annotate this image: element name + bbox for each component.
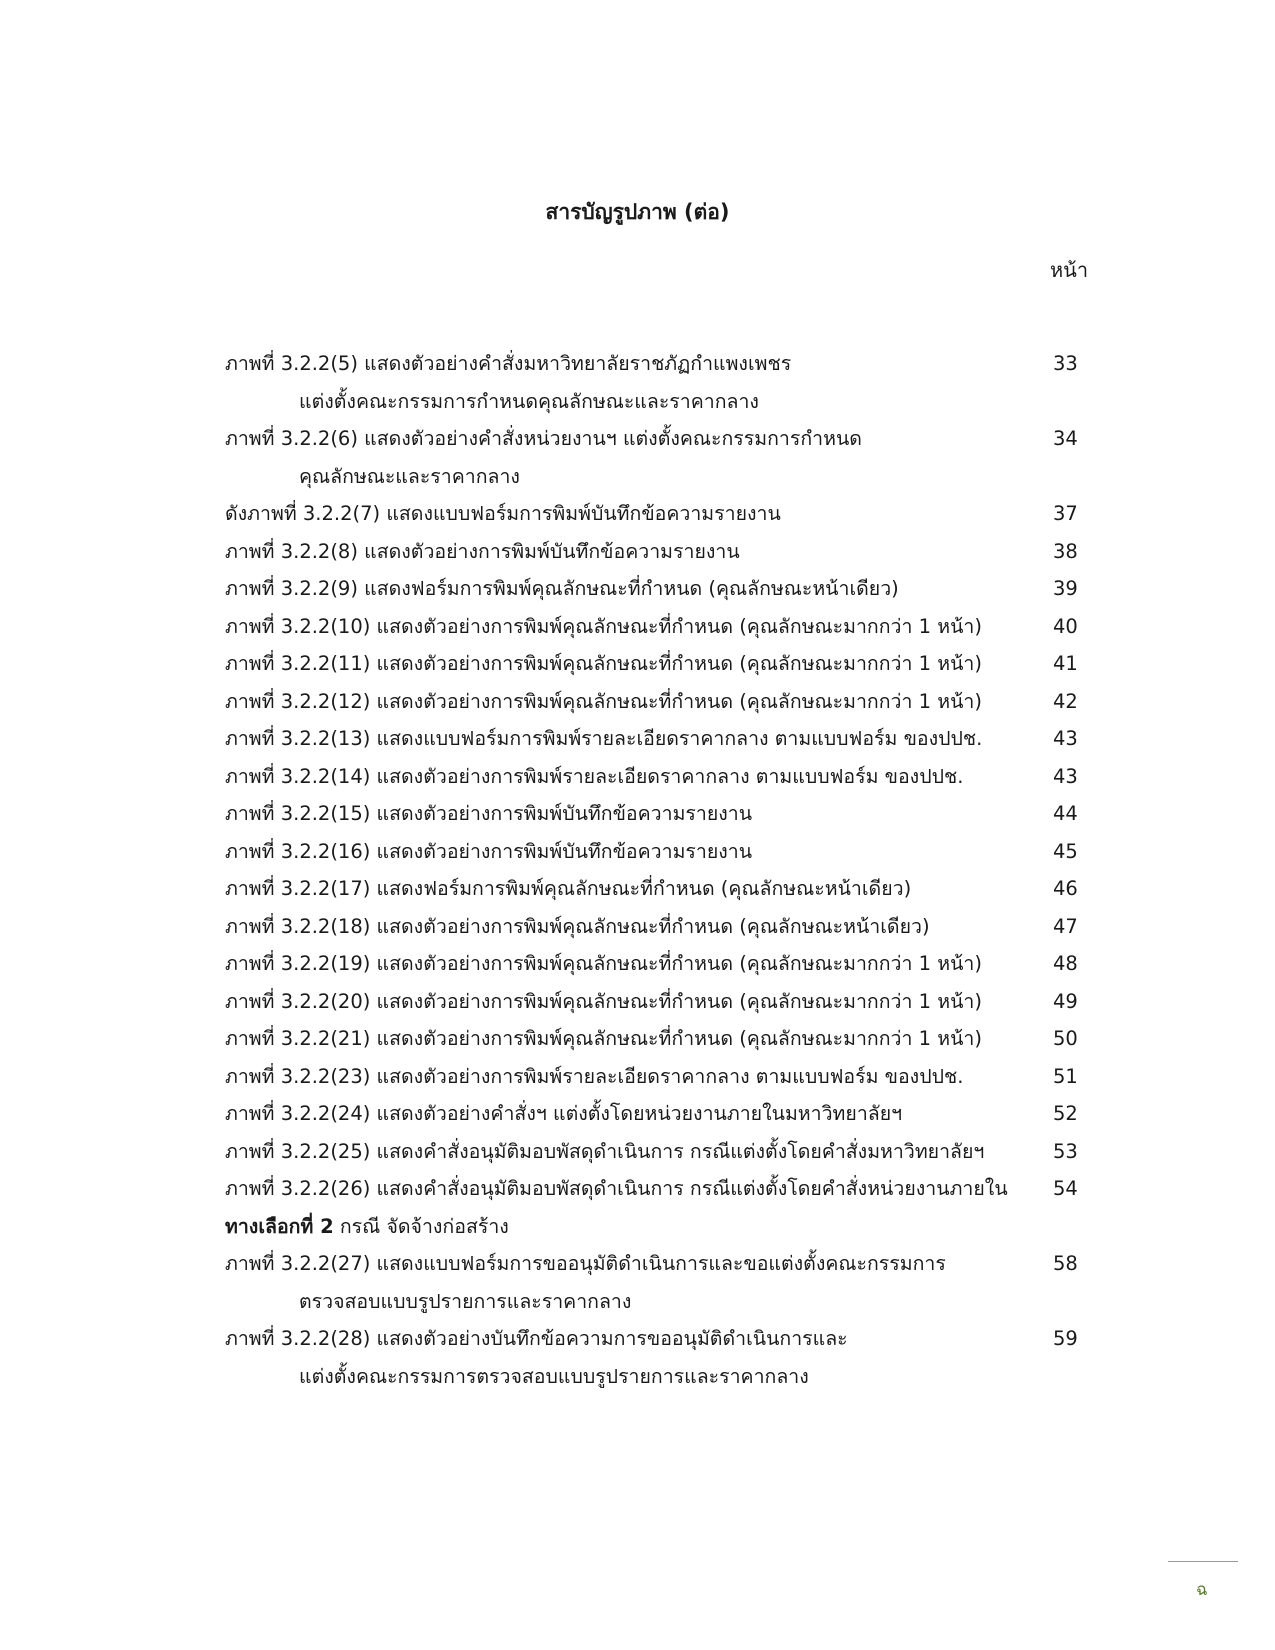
entry-text: ภาพที่ 3.2.2(19) แสดงตัวอย่างการพิมพ์คุณลักษณะที่กำหนด (คุณลักษณะมากกว่า 1 หน้า): [225, 952, 982, 975]
entry-text: ภาพที่ 3.2.2(12) แสดงตัวอย่างการพิมพ์คุณลักษณะที่กำหนด (คุณลักษณะมากกว่า 1 หน้า): [225, 689, 982, 713]
entry-page: 49: [1053, 989, 1078, 1013]
toc-entry: [225, 1133, 1078, 1171]
entry-page: 43: [1053, 727, 1078, 750]
entry-text: ภาพที่ 3.2.2(14) แสดงตัวอย่างการพิมพ์รายละเอียดราคากลาง ตามแบบฟอร์ม ของปปช.: [225, 764, 964, 788]
page-title: สารบัญรูปภาพ (ต่อ): [545, 200, 730, 224]
entry-page: 40: [1053, 614, 1078, 638]
page-column-label: หน้า: [1050, 258, 1089, 282]
toc-entry: [225, 1095, 1078, 1133]
toc-entry: [225, 420, 1078, 458]
toc-entry: [225, 945, 1078, 983]
entry-text: ตรวจสอบแบบรูปรายการและราคากลาง: [299, 1289, 632, 1313]
entry-text: ภาพที่ 3.2.2(16) แสดงตัวอย่างการพิมพ์บันทึกข้อความรายงาน: [225, 839, 753, 863]
figure-list: [225, 345, 1078, 1395]
entry-page: 34: [1053, 427, 1078, 450]
toc-entry: [225, 1245, 1078, 1283]
entry-text: ภาพที่ 3.2.2(20) แสดงตัวอย่างการพิมพ์คุณลักษณะที่กำหนด (คุณลักษณะมากกว่า 1 หน้า): [225, 989, 982, 1013]
entry-page: 48: [1053, 952, 1078, 975]
toc-entry: [225, 1170, 1078, 1208]
toc-entry: [225, 1020, 1078, 1058]
toc-section-heading: [225, 1208, 1075, 1246]
entry-text: ภาพที่ 3.2.2(18) แสดงตัวอย่างการพิมพ์คุณลักษณะที่กำหนด (คุณลักษณะหน้าเดียว): [225, 914, 930, 938]
entry-text: ภาพที่ 3.2.2(6) แสดงตัวอย่างคำสั่งหน่วยงานฯ แต่งตั้งคณะกรรมการกำหนด: [225, 427, 862, 450]
entry-text: ภาพที่ 3.2.2(13) แสดงแบบฟอร์มการพิมพ์รายละเอียดราคากลาง ตามแบบฟอร์ม ของปปช.: [225, 727, 983, 750]
toc-entry: [225, 720, 1078, 758]
entry-page: 51: [1053, 1064, 1078, 1088]
entry-page: 42: [1053, 689, 1078, 713]
entry-text: ภาพที่ 3.2.2(21) แสดงตัวอย่างการพิมพ์คุณลักษณะที่กำหนด (คุณลักษณะมากกว่า 1 หน้า): [225, 1027, 982, 1050]
toc-entry: [225, 1058, 1078, 1096]
entry-text: ภาพที่ 3.2.2(11) แสดงตัวอย่างการพิมพ์คุณลักษณะที่กำหนด (คุณลักษณะมากกว่า 1 หน้า): [225, 652, 982, 675]
entry-text: ภาพที่ 3.2.2(25) แสดงคำสั่งอนุมัติมอบพัสดุดำเนินการ กรณีแต่งตั้งโดยคำสั่งมหาวิทยาลัยฯ: [225, 1139, 985, 1163]
toc-entry: [225, 495, 1078, 533]
entry-page: 43: [1053, 764, 1078, 788]
entry-page: 53: [1053, 1139, 1078, 1163]
footer-page-number: ฉ: [1196, 1580, 1208, 1600]
entry-text: ภาพที่ 3.2.2(26) แสดงคำสั่งอนุมัติมอบพัสดุดำเนินการ กรณีแต่งตั้งโดยคำสั่งหน่วยงานภายใน: [225, 1177, 1008, 1200]
entry-text: ภาพที่ 3.2.2(5) แสดงตัวอย่างคำสั่งมหาวิทยาลัยราชภัฏกำแพงเพชร: [225, 352, 792, 375]
toc-entry: [225, 870, 1078, 908]
entry-page: 37: [1053, 502, 1078, 525]
entry-page: 50: [1053, 1027, 1078, 1050]
entry-text: แต่งตั้งคณะกรรมการตรวจสอบแบบรูปรายการและราคากลาง: [299, 1364, 809, 1388]
entry-text: คุณลักษณะและราคากลาง: [299, 464, 520, 488]
toc-entry-continuation: [225, 1358, 1075, 1396]
entry-text: ดังภาพที่ 3.2.2(7) แสดงแบบฟอร์มการพิมพ์บันทึกข้อความรายงาน: [225, 502, 781, 525]
toc-entry: [225, 833, 1078, 871]
entry-text: ภาพที่ 3.2.2(15) แสดงตัวอย่างการพิมพ์บันทึกข้อความรายงาน: [225, 802, 753, 825]
toc-entry: [225, 345, 1078, 383]
entry-page: 58: [1053, 1252, 1078, 1275]
toc-entry: [225, 758, 1078, 796]
entry-text: ภาพที่ 3.2.2(24) แสดงตัวอย่างคำสั่งฯ แต่งตั้งโดยหน่วยงานภายในมหาวิทยาลัยฯ: [225, 1102, 903, 1125]
section-lead: ทางเลือกที่ 2: [225, 1214, 334, 1238]
toc-entry-continuation: [225, 458, 1075, 496]
entry-page: 59: [1053, 1327, 1078, 1350]
entry-page: 33: [1053, 352, 1078, 375]
toc-entry: [225, 908, 1078, 946]
entry-text: ภาพที่ 3.2.2(10) แสดงตัวอย่างการพิมพ์คุณลักษณะที่กำหนด (คุณลักษณะมากกว่า 1 หน้า): [225, 614, 982, 638]
entry-page: 52: [1053, 1102, 1078, 1125]
entry-page: 39: [1053, 577, 1078, 600]
entry-text: ภาพที่ 3.2.2(28) แสดงตัวอย่างบันทึกข้อความการขออนุมัติดำเนินการและ: [225, 1327, 848, 1350]
toc-entry: [225, 533, 1078, 571]
entry-page: 41: [1053, 652, 1078, 675]
entry-text: ภาพที่ 3.2.2(17) แสดงฟอร์มการพิมพ์คุณลักษณะที่กำหนด (คุณลักษณะหน้าเดียว): [225, 877, 912, 900]
toc-entry: [225, 683, 1078, 721]
entry-text: แต่งตั้งคณะกรรมการกำหนดคุณลักษณะและราคากลาง: [299, 389, 759, 413]
entry-page: 38: [1053, 539, 1078, 563]
section-text: กรณี จัดจ้างก่อสร้าง: [333, 1214, 509, 1238]
toc-entry: [225, 645, 1078, 683]
entry-text: ภาพที่ 3.2.2(27) แสดงแบบฟอร์มการขออนุมัติดำเนินการและขอแต่งตั้งคณะกรรมการ: [225, 1252, 946, 1275]
toc-entry: [225, 1320, 1078, 1358]
toc-entry-continuation: [225, 1283, 1075, 1321]
entry-page: 54: [1053, 1177, 1078, 1200]
entry-page: 44: [1053, 802, 1078, 825]
section-heading: [225, 1208, 509, 1246]
entry-page: 47: [1053, 914, 1078, 938]
entry-text: ภาพที่ 3.2.2(8) แสดงตัวอย่างการพิมพ์บันทึกข้อความรายงาน: [225, 539, 740, 563]
footer-divider: [1168, 1561, 1238, 1562]
entry-page: 46: [1053, 877, 1078, 900]
entry-text: ภาพที่ 3.2.2(23) แสดงตัวอย่างการพิมพ์รายละเอียดราคากลาง ตามแบบฟอร์ม ของปปช.: [225, 1064, 964, 1088]
toc-entry-continuation: [225, 383, 1075, 421]
entry-page: 45: [1053, 839, 1078, 863]
entry-text: ภาพที่ 3.2.2(9) แสดงฟอร์มการพิมพ์คุณลักษณะที่กำหนด (คุณลักษณะหน้าเดียว): [225, 577, 899, 600]
toc-entry: [225, 983, 1078, 1021]
toc-entry: [225, 570, 1078, 608]
toc-entry: [225, 795, 1078, 833]
toc-entry: [225, 608, 1078, 646]
